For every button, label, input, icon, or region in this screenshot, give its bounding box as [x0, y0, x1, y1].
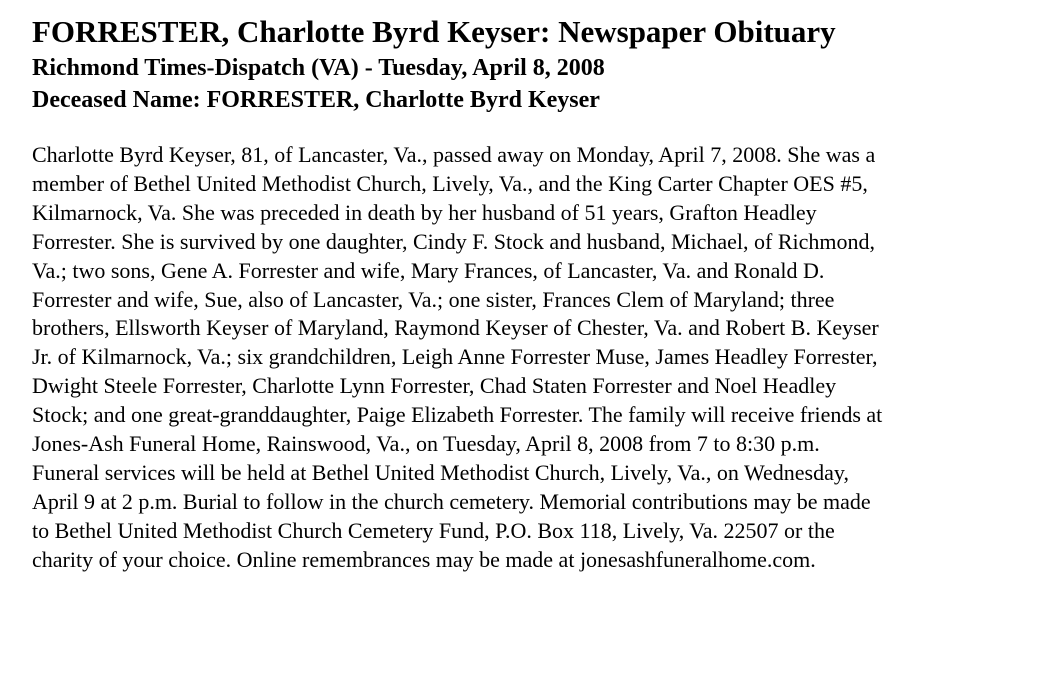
body-line: member of Bethel United Methodist Church, Lively, Va., and the King Carter Chapter OES #5,	[32, 170, 868, 196]
body-line: Jr. of Kilmarnock, Va.; six grandchildren, Leigh Anne Forrester Muse, James Headley Forrester,	[32, 344, 878, 370]
body-line: Kilmarnock, Va. She was preceded in death by her husband of 51 years, Grafton Headley	[32, 199, 817, 225]
body-line: Va.; two sons, Gene A. Forrester and wife, Mary Frances, of Lancaster, Va. and Ronald D.	[32, 257, 825, 283]
body-line: to Bethel United Methodist Church Cemetery Fund, P.O. Box 118, Lively, Va. 22507 or the	[32, 517, 835, 543]
source-line: Richmond Times-Dispatch (VA) - Tuesday, April 8, 2008	[32, 55, 605, 81]
body-line: charity of your choice. Online remembrances may be made at jonesashfuneralhome.com.	[32, 546, 816, 572]
obituary-body	[32, 141, 1041, 575]
body-line: Forrester and wife, Sue, also of Lancaster, Va.; one sister, Frances Clem of Maryland; three	[32, 286, 835, 312]
body-line: Dwight Steele Forrester, Charlotte Lynn Forrester, Chad Staten Forrester and Noel Headley	[32, 373, 837, 399]
body-line: Charlotte Byrd Keyser, 81, of Lancaster, Va., passed away on Monday, April 7, 2008. She was a	[32, 142, 876, 167]
body-line: Forrester. She is survived by one daughter, Cindy F. Stock and husband, Michael, of Richmond,	[32, 228, 876, 254]
deceased-name-heading: Deceased Name: FORRESTER, Charlotte Byrd Keyser	[32, 87, 600, 113]
page-title: FORRESTER, Charlotte Byrd Keyser: Newspaper Obituary	[32, 14, 836, 49]
body-line: brothers, Ellsworth Keyser of Maryland, Raymond Keyser of Chester, Va. and Robert B. Keyser	[32, 315, 879, 341]
body-line: Jones-Ash Funeral Home, Rainswood, Va., on Tuesday, April 8, 2008 from 7 to 8:30 p.m.	[32, 431, 820, 457]
body-line: Stock; and one great-granddaughter, Paige Elizabeth Forrester. The family will receive friends at	[32, 402, 883, 428]
body-line: Funeral services will be held at Bethel United Methodist Church, Lively, Va., on Wednesday,	[32, 459, 849, 485]
body-line: April 9 at 2 p.m. Burial to follow in the church cemetery. Memorial contributions may be made	[32, 488, 871, 514]
